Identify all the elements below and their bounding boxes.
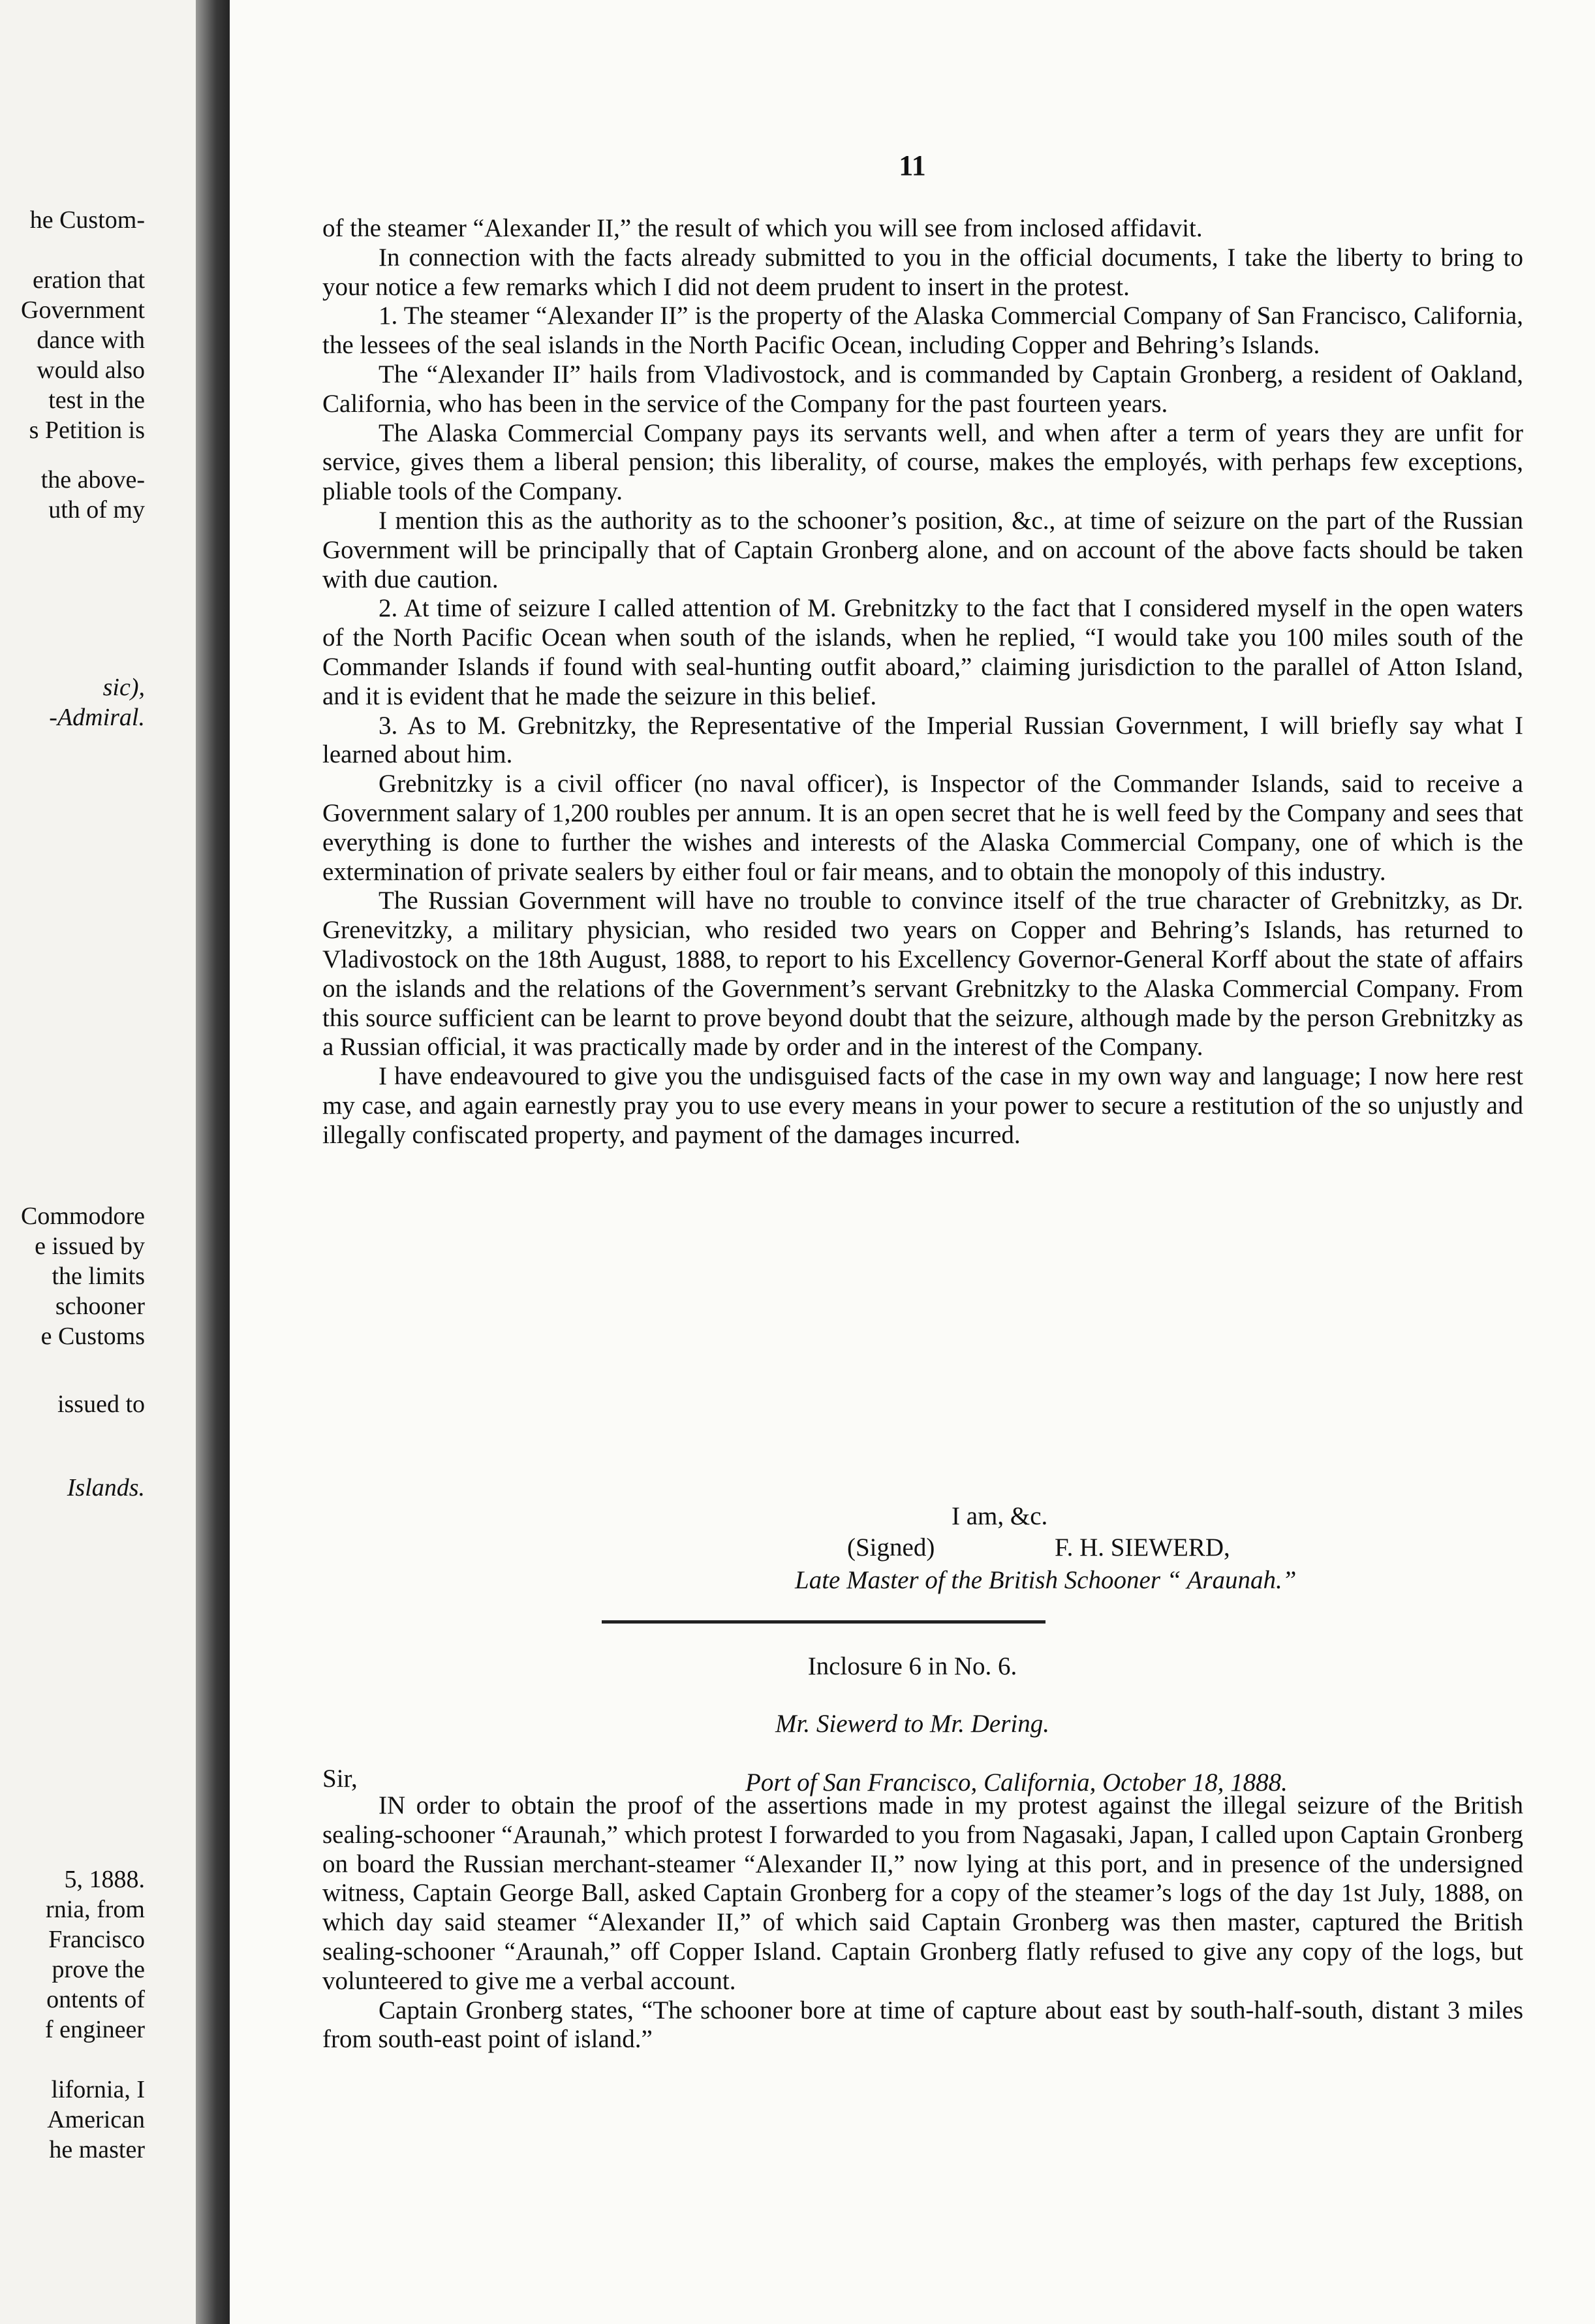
signed-label: (Signed)	[847, 1533, 935, 1562]
previous-page-line: rnia, from	[46, 1896, 145, 1923]
inclosure-subheading: Mr. Siewerd to Mr. Dering.	[775, 1710, 1049, 1738]
paragraph: 2. At time of seizure I called attention of M. Grebnitzky to the fact that I considered myself in the open waters of the North Pacific Ocean when south of the islands, when he replied, “I would take you 100 miles south of the Commander Islands if found with seal-hunting outfit aboard,” claiming jurisdiction to the parallel of Atton Island, and it is evident that he made the seizure in this belief.	[322, 594, 1523, 710]
previous-page-line: American	[47, 2106, 145, 2133]
previous-page-line: lifornia, I	[51, 2076, 145, 2103]
paragraph: The Russian Government will have no trouble to convince itself of the true character of Grebnitzky, as Dr. Grenevitzky, a military physician, who resided two years on Copper and Behring’s Islands, has returned to Vladivostock on the 18th August, 1888, to report to his Excellency Governor-General Korff about the state of affairs on the islands and the relations of the Government’s servant Grebnitzky to the Alaska Commercial Company. From this source sufficient can be learnt to prove beyond doubt that the seizure, although made by the person Grebnitzky as a Russian official, it was practically made by order and in the interest of the Company.	[322, 887, 1523, 1061]
paragraph: I have endeavoured to give you the undisguised facts of the case in my own way and language; I now here rest my case, and again earnestly pray you to use every means in your power to secure a restitution of the so unjustly and illegally confiscated property, and payment of the damages incurred.	[322, 1062, 1523, 1149]
previous-page-line: Commodore	[21, 1202, 145, 1230]
paragraph: of the steamer “Alexander II,” the result of which you will see from inclosed affidavit.	[322, 214, 1203, 242]
paragraph: Grebnitzky is a civil officer (no naval officer), is Inspector of the Commander Islands, said to receive a Government salary of 1,200 roubles per annum. It is an open secret that he is well feed by the Company and sees that everything is done to further the wishes and interests of the Alaska Commercial Company, one of which is the extermination of private sealers by either foul or fair means, and to obtain the monopoly of this industry.	[322, 770, 1523, 886]
page-number: 11	[899, 149, 926, 181]
previous-page-line: the above-	[40, 466, 145, 494]
previous-page-line: Government	[21, 296, 145, 324]
dateline: Port of San Francisco, California, October 18, 1888.	[745, 1768, 1288, 1797]
inclosure-heading: Inclosure 6 in No. 6.	[807, 1652, 1017, 1680]
previous-page-line: uth of my	[48, 496, 145, 524]
paragraph: In connection with the facts already submitted to you in the official documents, I take the liberty to bring to your notice a few remarks which I did not deem prudent to insert in the protest.	[322, 243, 1523, 301]
previous-page-fragment	[0, 0, 208, 2324]
previous-page-line: Francisco	[48, 1926, 145, 1953]
paragraph: 1. The steamer “Alexander II” is the property of the Alaska Commercial Company of San Francisco, California, the lessees of the seal islands in the North Pacific Ocean, including Copper and Behring’s Islands.	[322, 302, 1523, 360]
previous-page-line: the limits	[52, 1263, 145, 1290]
previous-page-line: issued to	[57, 1390, 145, 1418]
second-letter-body	[322, 1791, 1523, 2054]
previous-page-line: eration that	[33, 266, 145, 294]
previous-page-line: f engineer	[45, 2016, 145, 2043]
previous-page-line: s Petition is	[29, 416, 145, 444]
section-divider	[602, 1620, 1045, 1624]
previous-page-line: dance with	[37, 326, 145, 354]
letter-body	[322, 214, 1523, 1150]
signatory-title: Late Master of the British Schooner “ Araunah.”	[795, 1566, 1297, 1594]
paragraph: I mention this as the authority as to the schooner’s position, &c., at time of seizure on the part of the Russian Government will be principally that of Captain Gronberg alone, and on account of the above facts should be taken with due caution.	[322, 506, 1523, 593]
previous-page-line: test in the	[48, 386, 145, 414]
previous-page-line: schooner	[55, 1293, 145, 1320]
previous-page-line: Islands.	[67, 1474, 145, 1501]
paragraph: IN order to obtain the proof of the assertions made in my protest against the illegal seizure of the British sealing-schooner “Araunah,” which protest I forwarded to you from Nagasaki, Japan, I called upon Captain Gronberg on board the Russian merchant-steamer “Alexander II,” now lying at this port, and in presence of the undersigned witness, Captain George Ball, asked Captain Gronberg for a copy of the steamer’s logs of the day 1st July, 1888, on which day said steamer “Alexander II,” of which said Captain Gronberg was then master, captured the British sealing-schooner “Araunah,” off Copper Island. Captain Gronberg flatly refused to give any copy of the logs, but volunteered to give me a verbal account.	[322, 1791, 1523, 1995]
previous-page-line: he master	[49, 2136, 145, 2163]
previous-page-line: sic),	[102, 674, 145, 701]
signatory-name: F. H. SIEWERD,	[1055, 1533, 1230, 1562]
closing: I am, &c.	[952, 1502, 1048, 1530]
previous-page-line: e issued by	[35, 1233, 145, 1260]
previous-page-line: prove the	[52, 1956, 145, 1983]
previous-page-line: ontents of	[46, 1986, 145, 2013]
paragraph: The “Alexander II” hails from Vladivostock, and is commanded by Captain Gronberg, a resident of Oakland, California, who has been in the service of the Company for the past fourteen years.	[322, 360, 1523, 418]
previous-page-line: he Custom-	[29, 206, 145, 234]
previous-page-line: 5, 1888.	[64, 1866, 145, 1893]
salutation: Sir,	[322, 1765, 358, 1793]
previous-page-line: e Customs	[40, 1323, 145, 1350]
previous-page-line: -Admiral.	[49, 704, 145, 731]
previous-page-line: would also	[37, 356, 145, 384]
paragraph: 3. As to M. Grebnitzky, the Representative of the Imperial Russian Government, I will briefly say what I learned about him.	[322, 711, 1523, 769]
paragraph: The Alaska Commercial Company pays its servants well, and when after a term of years they are unfit for service, gives them a liberal pension; this liberality, of course, makes the employés, with perhaps few exceptions, pliable tools of the Company.	[322, 418, 1523, 506]
paragraph: Captain Gronberg states, “The schooner bore at time of capture about east by south-half-south, distant 3 miles from south-east point of island.”	[322, 1996, 1523, 2054]
main-page	[230, 0, 1595, 2324]
